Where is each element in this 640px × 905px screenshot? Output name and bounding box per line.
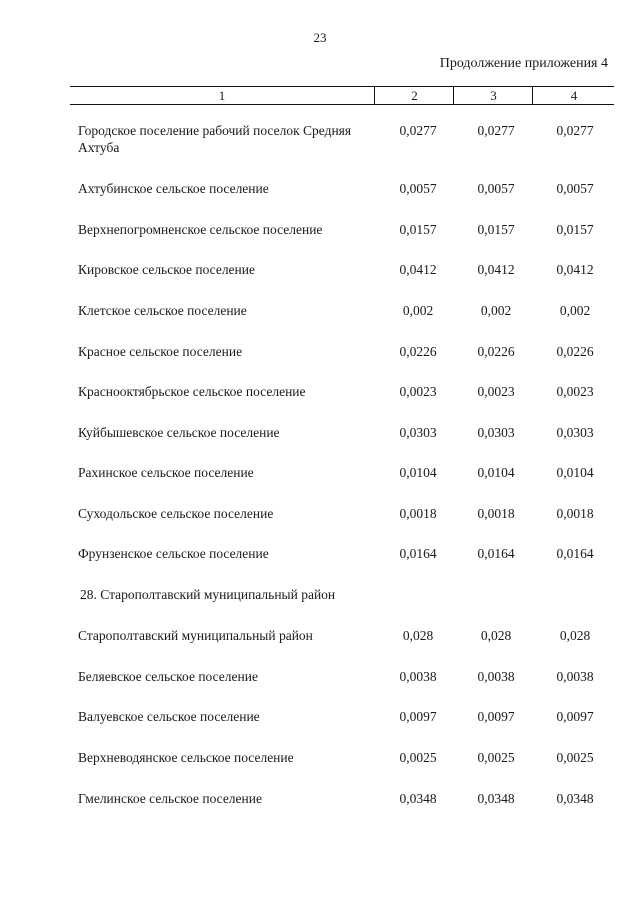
value-col-2: 0,0157 [399,222,437,237]
value-col-2: 0,0348 [399,791,437,806]
value-col-2: 0,0057 [399,181,437,196]
value-col-3: 0,0023 [477,384,515,399]
value-col-3: 0,0303 [477,425,515,440]
value-col-4: 0,0023 [556,384,594,399]
value-col-4: 0,0018 [556,506,594,521]
value-col-2: 0,0018 [399,506,437,521]
settlement-name: Кировское сельское поселение [78,262,255,277]
settlement-name: Ахтубинское сельское поселение [78,181,269,196]
value-col-2: 0,0025 [399,750,437,765]
settlement-name: Беляевское сельское поселение [78,669,258,684]
header-col-2: 2 [374,87,454,104]
settlement-name: Клетское сельское поселение [78,303,247,318]
appendix-caption: Продолжение приложения 4 [439,56,608,71]
settlement-name: Красное сельское поселение [78,344,243,359]
value-col-4: 0,002 [559,303,591,318]
value-col-4: 0,0164 [556,546,594,561]
value-col-4: 0,0025 [556,750,594,765]
value-col-2: 0,002 [402,303,434,318]
value-col-4: 0,0303 [556,425,594,440]
value-col-2: 0,0303 [399,425,437,440]
settlement-name: Старополтавский муниципальный район [78,628,313,643]
value-col-3: 0,0097 [477,709,515,724]
value-col-3: 0,028 [480,628,512,643]
value-col-4: 0,0104 [556,465,594,480]
settlement-name: Куйбышевское сельское поселение [78,425,280,440]
section-heading: 28. Старополтавский муниципальный район [80,587,336,602]
value-col-3: 0,0157 [477,222,515,237]
value-col-3: 0,0104 [477,465,515,480]
value-col-4: 0,0277 [556,123,594,138]
value-col-3: 0,0038 [477,669,515,684]
value-col-2: 0,0412 [399,262,437,277]
value-col-4: 0,0057 [556,181,594,196]
settlement-name: Валуевское сельское поселение [78,709,260,724]
value-col-4: 0,0226 [556,344,594,359]
settlement-name: Верхневодянское сельское поселение [78,750,294,765]
value-col-4: 0,0348 [556,791,594,806]
value-col-3: 0,0025 [477,750,515,765]
settlement-name: Гмелинское сельское поселение [78,791,262,806]
settlement-name: Краснооктябрьское сельское поселение [78,384,306,399]
value-col-3: 0,0412 [477,262,515,277]
value-col-2: 0,0104 [399,465,437,480]
settlement-name: Суходольское сельское поселение [78,506,274,521]
value-col-2: 0,0164 [399,546,437,561]
page-number: 23 [313,30,327,45]
settlement-name: Верхнепогромненское сельское поселение [78,222,323,237]
settlement-name: Фрунзенское сельское поселение [78,546,269,561]
value-col-3: 0,0057 [477,181,515,196]
value-col-3: 0,0226 [477,344,515,359]
value-col-2: 0,0038 [399,669,437,684]
value-col-3: 0,0164 [477,546,515,561]
value-col-4: 0,0412 [556,262,594,277]
value-col-4: 0,0038 [556,669,594,684]
value-col-3: 0,0277 [477,123,515,138]
value-col-2: 0,0023 [399,384,437,399]
header-col-3: 3 [453,87,533,104]
header-col-1: 1 [218,88,226,103]
settlement-name: Городское поселение рабочий поселок Средняя Ахтуба [78,123,352,155]
settlement-name: Рахинское сельское поселение [78,465,254,480]
value-col-3: 0,002 [480,303,512,318]
value-col-3: 0,0018 [477,506,515,521]
header-col-4: 4 [532,87,615,104]
table-header [70,86,614,105]
value-col-2: 0,0277 [399,123,437,138]
value-col-2: 0,0097 [399,709,437,724]
value-col-3: 0,0348 [477,791,515,806]
value-col-2: 0,028 [402,628,434,643]
value-col-4: 0,0097 [556,709,594,724]
value-col-4: 0,028 [559,628,591,643]
value-col-4: 0,0157 [556,222,594,237]
value-col-2: 0,0226 [399,344,437,359]
